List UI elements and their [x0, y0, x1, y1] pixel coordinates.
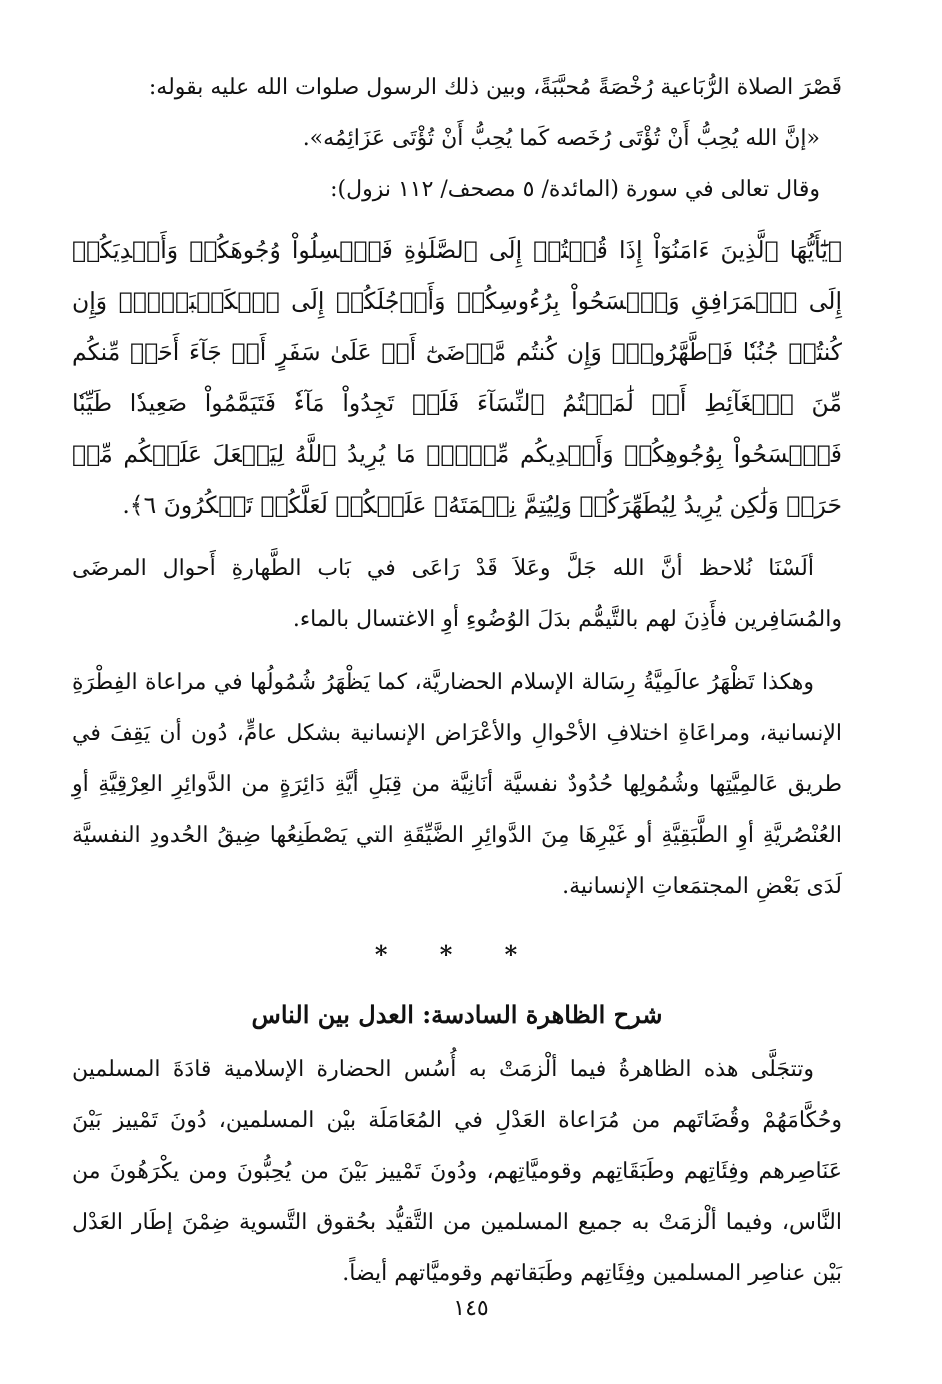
quran-verse: ﴿يَٰٓأَيُّهَا ٱلَّذِينَ ءَامَنُوٓاْ إِذَا قُمۡتُمۡ إِلَى ٱلصَّلَوٰةِ فَٱغۡسِلُواْ وُجُوهَكُمۡ وَأَيۡدِيَكُمۡ إِلَى ٱلۡمَرَافِقِ وَٱمۡسَحُواْ بِرُءُوسِكُمۡ وَأَرۡجُلَكُمۡ إِلَى ٱلۡكَعۡبَيۡنِۚ وَإِن كُنتُمۡ جُنُبٗا فَٱطَّهَّرُواْۚ وَإِن كُنتُم مَّرۡضَىٰٓ أَوۡ عَلَىٰ سَفَرٍ أَوۡ جَآءَ أَحَدٞ مِّنكُم مِّنَ ٱلۡغَآئِطِ أَوۡ لَٰمَسۡتُمُ ٱلنِّسَآءَ فَلَمۡ تَجِدُواْ مَآءٗ فَتَيَمَّمُواْ صَعِيدٗا طَيِّبٗا فَٱمۡسَحُواْ بِوُجُوهِكُمۡ وَأَيۡدِيكُم مِّنۡهُۚ مَا يُرِيدُ ٱللَّهُ لِيَجۡعَلَ عَلَيۡكُم مِّنۡ حَرَجٖ وَلَٰكِن يُرِيدُ لِيُطَهِّرَكُمۡ وَلِيُتِمَّ نِعۡمَتَهُۥ عَلَيۡكُمۡ لَعَلَّكُمۡ تَشۡكُرُونَ ٦﴾. [72, 236, 842, 519]
section-body-paragraph: وتتجَلَّى هذه الظاهرةُ فيما ألْزمَتْ به أُسُس الحضارة الإسلامية قادَةَ المسلمين وحُكَّامَهُمْ وقُضَاتَهم من مُرَاعاة العَدْلِ في المُعَامَلَة بيْن المسلمين، دُونَ تَمْييز بَيْنَ عَنَاصِرهم وفِئَاتِهم وطَبَقَاتِهم وقوميَّاتِهم، ودُونَ تَمْييز بَيْنَ من يُحِبُّونَ ومن يكْرَهُونَ من النَّاس، وفيما ألْزمَتْ به جميع المسلمين من التَّقيُّد بحُقوق التَّسوية ضِمْنَ إطَار العَدْل بَيْن عناصِر المسلمين وفِئَاتِهم وطَبَقاتهم وقوميَّاتهم أيضاً. [72, 1057, 842, 1286]
section-heading: شرح الظاهرة السادسة: العدل بين الناس [251, 1000, 663, 1029]
page-number: ١٤٥ [453, 1296, 489, 1321]
universality-paragraph: وهكذا تَظْهَرُ عالَمِيَّةُ رِسَالة الإسلام الحضاريَّة، كما يَظْهَرُ شُمُولُها في مراعاة الفِطْرَةِ الإنسانية، ومراعَاةِ اختلافِ الأحْوالِ والأعْرَاض الإنسانية بشكل عامٍّ، دُون أن يَقِفَ في طريق عَالمِيَّتِها وشُمُولِها حُدُودٌ نفسيَّة أنَانِيَّة من قِبَلِ أيَّةِ دَائِرَةٍ من الدَّوائِرِ العِرْقِيَّةِ أوِ العُنْصُريَّةِ أوِ الطَّبَقِيَّةِ أو غَيْرِهَا مِنَ الدَّوائِرِ الضَّيِّقَةِ التي يَصْطَنِعُها ضِيقُ الحُدودِ النفسيَّة لَدَى بَعْضِ المجتمَعاتِ الإنسانية. [72, 670, 842, 899]
commentary-paragraph: ألَسْنَا نُلاحظ أنَّ الله جَلَّ وعَلاَ قَدْ رَاعَى في بَاب الطَّهارةِ أَحوال المرضَى والمُسَافِرين فأَذِنَ لهم بالتَّيمُّم بدَلَ الوُضُوءِ أوِ الاغتسال بالماء. [72, 556, 842, 632]
verse-introduction: وقال تعالى في سورة (المائدة/ ٥ مصحف/ ١١٢ نزول): [330, 177, 820, 202]
section-separator: * * * [374, 940, 540, 969]
hadith-quote: «إنَّ الله يُحِبُّ أَنْ تُؤْتَى رُخَصه كَما يُحِبُّ أَنْ تُؤْتَى عَزَائِمُه». [302, 126, 820, 151]
book-page [72, 62, 842, 1299]
intro-paragraph: قَصْرَ الصلاة الرُّبَاعية رُخْصَةً مُحبَّبَةً، وبين ذلك الرسول صلوات الله عليه بقوله: [148, 75, 842, 100]
